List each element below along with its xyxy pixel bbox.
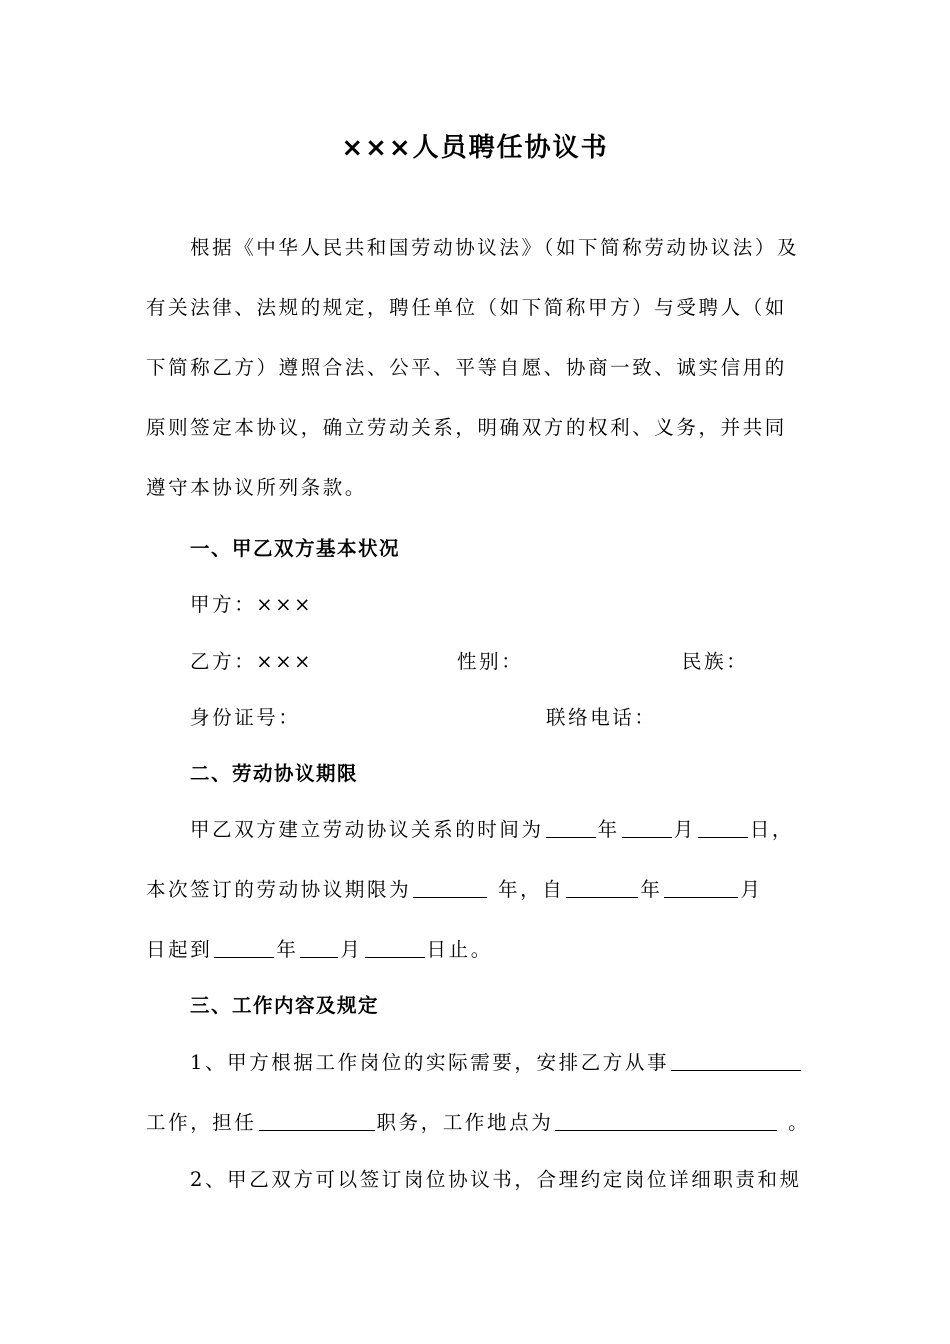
work-item-2: 2、甲乙双方可以签订岗位协议书，合理约定岗位详细职责和规 xyxy=(190,1168,802,1191)
id-number-label: 身份证号： xyxy=(190,706,301,729)
phone-label: 联络电话： xyxy=(546,706,657,729)
blank-from-year xyxy=(566,877,638,898)
year-label-2: 年 xyxy=(640,878,663,901)
month-label: 月 xyxy=(673,818,696,841)
blank-duration-years xyxy=(413,877,487,898)
party-b-line: 乙方：××× xyxy=(190,650,314,673)
blank-end-day xyxy=(365,937,425,958)
document-title: ×××人员聘任协议书 xyxy=(341,133,609,163)
blank-day xyxy=(698,817,748,838)
work-location-text: 职务，工作地点为 xyxy=(376,1111,554,1134)
work-item-1-text: 1、甲方根据工作岗位的实际需要，安排乙方从事 xyxy=(190,1051,670,1074)
intro-paragraph: 根据《中华人民共和国劳动协议法》（如下简称劳动协议法）及有关法律、法规的规定，聘任单位（如下简称甲方）与受聘人（如下简称乙方）遵照合法、公平、平等自愿、协商一致、诚实信用的原则签定本协议，确立劳动关系，明确双方的权利、义务，并共同遵守本协议所列条款。 xyxy=(146,236,800,499)
ethnicity-label: 民族： xyxy=(682,650,749,673)
work-item-1-line-1 xyxy=(190,1048,803,1078)
term-line-3 xyxy=(146,935,493,965)
blank-year xyxy=(546,817,596,838)
section-heading-work: 三、工作内容及规定 xyxy=(190,994,380,1017)
blank-month xyxy=(622,817,672,838)
year-from-label: 年，自 xyxy=(498,878,565,901)
blank-location xyxy=(555,1110,777,1131)
blank-duty xyxy=(259,1110,375,1131)
term-start-text: 甲乙双方建立劳动协议关系的时间为 xyxy=(190,818,544,841)
section-heading-term: 二、劳动协议期限 xyxy=(190,762,359,785)
section-heading-basic-info: 一、甲乙双方基本状况 xyxy=(190,537,401,560)
month-label-3: 月 xyxy=(340,938,363,961)
work-item-1-end: 。 xyxy=(788,1111,811,1134)
blank-end-month xyxy=(300,937,338,958)
day-end-label: 日止。 xyxy=(426,938,493,961)
day-label: 日， xyxy=(749,818,795,841)
term-line-1 xyxy=(190,815,794,845)
year-label-3: 年 xyxy=(276,938,299,961)
blank-end-year xyxy=(214,937,274,958)
work-item-1-line-2 xyxy=(146,1108,810,1138)
blank-from-month xyxy=(664,877,738,898)
party-a-line: 甲方：××× xyxy=(190,593,314,616)
gender-label: 性别： xyxy=(457,650,524,673)
year-label: 年 xyxy=(597,818,620,841)
blank-work-type xyxy=(671,1050,801,1071)
work-position-text: 工作，担任 xyxy=(146,1111,257,1134)
term-line-2 xyxy=(146,875,763,905)
term-duration-text: 本次签订的劳动协议期限为 xyxy=(146,878,412,901)
day-from-until-label: 日起到 xyxy=(146,938,213,961)
month-label-2: 月 xyxy=(740,878,763,901)
